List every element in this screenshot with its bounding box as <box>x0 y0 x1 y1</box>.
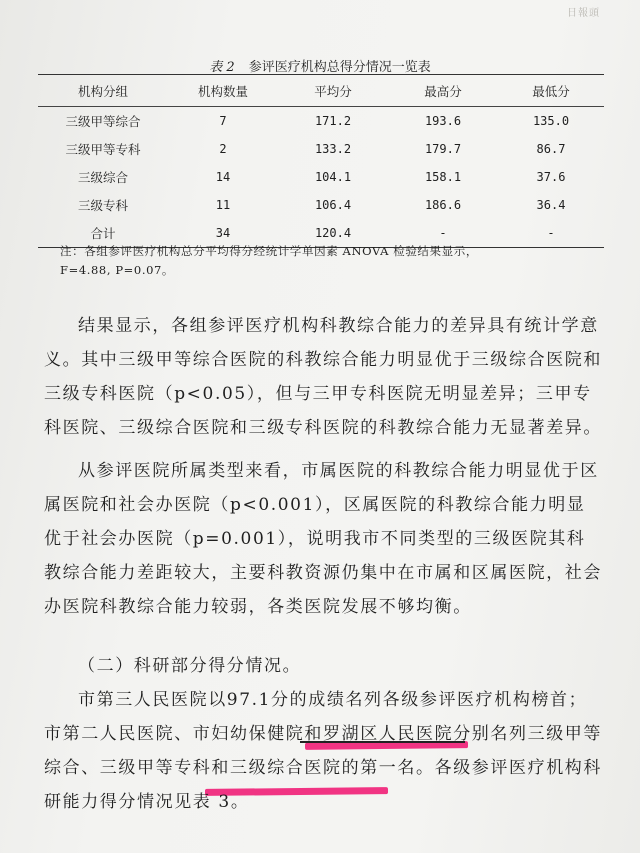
cell-count: 2 <box>219 142 227 156</box>
paragraph-results <box>44 309 604 445</box>
cell-mean: 133.2 <box>314 142 352 156</box>
cell-min: 36.4 <box>536 198 566 212</box>
cell-count: 11 <box>215 198 231 212</box>
table-caption <box>0 56 640 75</box>
cell-group: 三级甲等专科 <box>65 142 141 157</box>
table-row <box>38 135 604 163</box>
paragraph-text: 市第三人民医院以97.1分的成绩名列各级参评医疗机构榜首；市第二人民医院、市妇幼保健院和罗湖区人民医院分别名列三级甲等综合、三级甲等专科和三级综合医院的第一名。各级参评医疗机构科研能力得分情况见表 3。 <box>44 690 602 812</box>
table-header-row <box>38 75 604 107</box>
table-caption-title: 参评医疗机构总得分情况一览表 <box>248 60 431 75</box>
table-note-line: 注：各组参评医疗机构总分平均得分经统计学单因素 ANOVA 检验结果显示， <box>60 244 478 258</box>
cell-group: 三级综合 <box>77 170 128 185</box>
cell-max: 179.7 <box>424 142 462 156</box>
cell-mean: 120.4 <box>314 226 352 240</box>
table-caption-number: 表 2 <box>209 60 235 75</box>
table-row <box>38 191 604 219</box>
table-row <box>38 163 604 191</box>
score-table <box>38 74 604 248</box>
paragraph-research-scores <box>44 683 604 819</box>
section-heading <box>44 649 604 683</box>
cell-min: - <box>547 226 555 240</box>
cell-max: 186.6 <box>424 198 462 212</box>
header-max: 最高分 <box>424 84 462 99</box>
cell-min: 135.0 <box>532 114 570 128</box>
cell-count: 14 <box>215 170 231 184</box>
cell-mean: 106.4 <box>314 198 352 212</box>
header-min: 最低分 <box>532 84 570 99</box>
paragraph-hospital-type <box>44 454 604 624</box>
corner-mark: 日報頭 <box>567 8 600 19</box>
section-heading-text: （二）科研部分得分情况。 <box>78 656 302 676</box>
table-row <box>38 107 604 136</box>
header-count: 机构数量 <box>197 84 248 99</box>
cell-max: 158.1 <box>424 170 462 184</box>
cell-group: 三级甲等综合 <box>65 114 141 129</box>
header-mean: 平均分 <box>314 84 352 99</box>
table-note <box>60 242 605 280</box>
header-group: 机构分组 <box>77 84 128 99</box>
cell-mean: 171.2 <box>314 114 352 128</box>
cell-mean: 104.1 <box>314 170 352 184</box>
cell-count: 7 <box>219 114 227 128</box>
paragraph-text: 从参评医院所属类型来看，市属医院的科教综合能力明显优于区属医院和社会办医院（p<0.001），区属医院的科教综合能力明显优于社会办医院（p=0.001），说明我市不同类型的三级医院其科教综合能力差距较大，主要科教资源仍集中在市属和区属医院，社会办医院科教综合能力较弱，各类医院发展不够均衡。 <box>44 461 602 617</box>
cell-count: 34 <box>215 226 231 240</box>
paragraph-text: 结果显示，各组参评医疗机构科教综合能力的差异具有统计学意义。其中三级甲等综合医院的科教综合能力明显优于三级综合医院和三级专科医院（p<0.05），但与三甲专科医院无明显差异；三甲专科医院、三级综合医院和三级专科医院的科教综合能力无显著差异。 <box>44 316 602 438</box>
cell-min: 86.7 <box>536 142 566 156</box>
cell-group: 合计 <box>90 226 116 241</box>
cell-min: 37.6 <box>536 170 566 184</box>
cell-max: - <box>439 226 447 240</box>
table-note-stats: F=4.88, P=0.07。 <box>60 263 175 277</box>
cell-max: 193.6 <box>424 114 462 128</box>
cell-group: 三级专科 <box>77 198 128 213</box>
